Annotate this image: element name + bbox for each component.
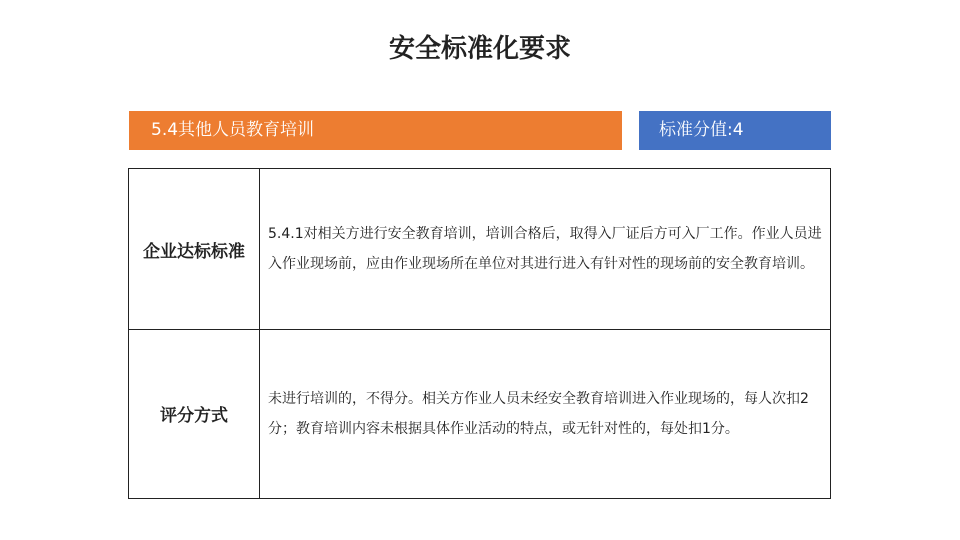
row-content-scoring — [260, 329, 830, 498]
row-header-scoring: 评分方式 — [129, 329, 260, 498]
table-row — [129, 329, 830, 498]
row-header-standard: 企业达标标准 — [129, 169, 260, 329]
scoring-text: 未进行培训的，不得分。相关方作业人员未经安全教育培训进入作业现场的，每人次扣2分；教育培训内容未根据具体作业活动的特点，或无针对性的，每处扣1分。 — [268, 390, 809, 437]
standard-text: 5.4.1对相关方进行安全教育培训，培训合格后，取得入厂证后方可入厂工作。作业人员进入作业现场前，应由作业现场所在单位对其进行进入有针对性的现场前的安全教育培训。 — [268, 226, 822, 272]
section-heading-bar: 5.4其他人员教育培训 — [129, 111, 622, 150]
row-content-standard — [260, 169, 830, 329]
table-row — [129, 169, 830, 330]
requirements-table — [128, 168, 831, 499]
score-label-bar: 标准分值:4 — [639, 111, 831, 150]
page-title: 安全标准化要求 — [388, 34, 571, 64]
